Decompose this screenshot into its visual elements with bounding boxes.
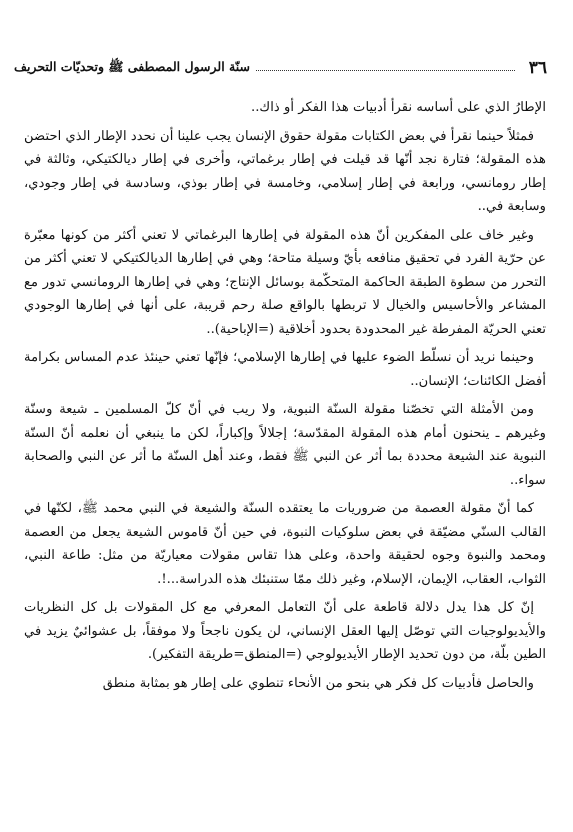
body-text: [24, 96, 546, 700]
page-number: ٣٦: [528, 58, 547, 78]
header-dotted-leader: [256, 69, 515, 71]
running-header: [14, 56, 547, 80]
paragraph: والحاصل فأدبيات كل فكر هي بنحو من الأنحاء تنطوي على إطار هو بمثابة منطق: [102, 675, 534, 691]
paragraph: وحينما نريد أن نسلّط الضوء عليها في إطارها الإسلامي؛ فإنّها تعني حينئذ عدم المساس بكرامة أفضل الكائنات؛ الإنسان..: [24, 350, 546, 389]
paragraph: إنّ كل هذا يدل دلالة قاطعة على أنّ التعامل المعرفي مع كل المقولات بل كل النظريات والأيديولوجيات التي توصّل إليها العقل الإنساني، لن يكون ناجحاً ولا موفقاً، بل عشوائيٌ يزيد في الطين بلّة، من دون تحديد الإطار الأيديولوجي (=المنطق=طريقة التفكير).: [24, 600, 546, 662]
paragraph: كما أنّ مقولة العصمة من ضروريات ما يعتقده السنّة والشيعة في النبي محمد ﷺ، لكنّها في القالب السنّي مضيّقة في بعض سلوكيات النبوة، في حين أنّ قاموس الشيعة يجعل من العصمة ومحمد والنبوة وجوه لحقيقة واحدة، وعلى هذا تقاس مقولات معياريّة من مثل: طاعة النبي، الثواب، العقاب، الإيمان، الإسلام، وغير ذلك ممّا ستنبئك هذه الدراسة...!.: [24, 501, 546, 587]
paragraph: وغير خاف على المفكرين أنّ هذه المقولة في إطارها البرغماتي لا تعني أكثر من كونها معبّرة عن حرّية الفرد في تحقيق منافعه بأيّ وسيلة متاحة؛ وهي في إطارها الديالكتيكي لا تعني أكثر من التحرر من سطوة الطبقة الحاكمة المتحكّمة بوسائل الإنتاج؛ وهي في إطارها الرومانسي تدور مع المشاعر والأحاسيس والخيال لا تربطها بالواقع صلة رحم قريبة، على أنها في إطارها الوجودي تعني الحريّة المفرطة غير المحدودة بحدود أخلاقية (=الإباحية)..: [24, 227, 546, 337]
paragraph: الإطارُ الذي على أساسه نقرأ أدبيات هذا الفكر أو ذاك..: [251, 100, 546, 115]
book-title: سنّة الرسول المصطفى ﷺ وتحديّات التحريف: [14, 58, 250, 74]
paragraph: فمثلاً حينما نقرأ في بعض الكتابات مقولة حقوق الإنسان يجب علينا أن نحدد الإطار الذي احتضن هذه المقولة؛ فتارة نجد أنّها قد قيلت في إطار برغماتي، وأخرى في إطار ديالكتيكي، وثالثة في إطار رومانسي، ورابعة في إطار إسلامي، وخامسة في إطار بوذي، وسادسة في إطار وجودي، وسابعة في..: [24, 128, 546, 214]
paragraph: ومن الأمثلة التي تخصّنا مقولة السنّة النبوية، ولا ريب في أنّ كلّ المسلمين ـ شيعة وسنّة وغيرهم ـ ينحنون أمام هذه المقولة المقدّسة؛ إجلالاً وإكباراً، لكن ما ينبغي أن نعلمه أنّ السنّة النبوية عند الشيعة محددة بما أثر عن النبي ﷺ فقط، وعند أهل السنّة ما أثر عن النبي والصحابة سواء..: [24, 402, 546, 488]
